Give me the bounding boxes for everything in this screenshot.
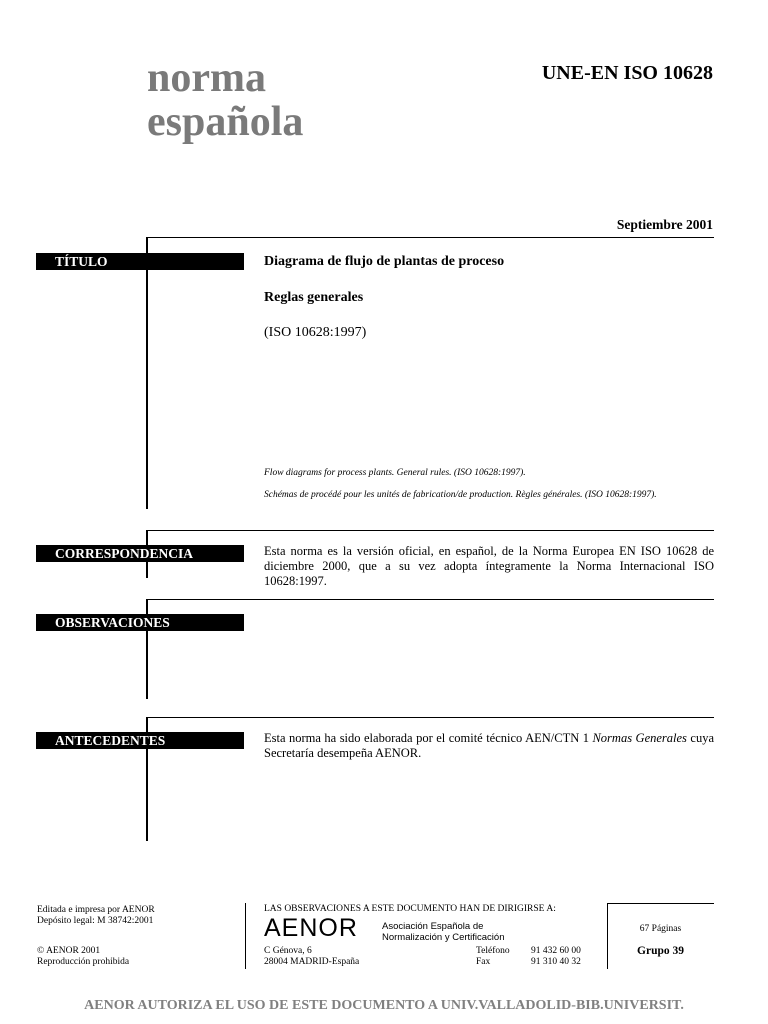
- footer-contact-labels: [476, 946, 510, 968]
- fax-label: Fax: [476, 957, 491, 967]
- aenor-association: [382, 921, 504, 943]
- footer-copyright-line: © AENOR 2001: [37, 946, 101, 956]
- license-banner: AENOR AUTORIZA EL USO DE ESTE DOCUMENTO A UNIV.VALLADOLID-BIB.UNIVERSIT.: [84, 998, 684, 1013]
- footer-contact-values: [531, 946, 581, 968]
- iso-reference: (ISO 10628:1997): [264, 325, 367, 340]
- address-city: 28004 MADRID-España: [264, 957, 360, 967]
- association-line-1: Asociación Española de: [382, 921, 484, 932]
- address-street: C Génova, 6: [264, 946, 312, 956]
- footer-box-top: [607, 903, 714, 904]
- standard-code: UNE-EN ISO 10628: [541, 62, 713, 84]
- antecedentes-text-start: Esta norma ha sido elaborada por el comité técnico AEN/CTN 1: [264, 731, 593, 745]
- section-divider-observaciones: [146, 599, 714, 600]
- aenor-logo: AENOR: [264, 914, 358, 942]
- document-title: Diagrama de flujo de plantas de proceso: [264, 254, 505, 269]
- page-count: 67 Páginas: [639, 924, 682, 934]
- footer-divider-right: [607, 903, 608, 969]
- title-french: Schémas de procédé pour les unités de fabrication/de production. Règles générales. (ISO 10628:1997).: [264, 490, 657, 500]
- antecedentes-text-end: cuya Secretaría desempeña AENOR.: [264, 731, 714, 760]
- fax-number: 91 310 40 32: [531, 957, 581, 967]
- footer-reproduction: Reproducción prohibida: [37, 957, 130, 967]
- association-line-2: Normalización y Certificación: [382, 932, 505, 943]
- title-english: Flow diagrams for process plants. General rules. (ISO 10628:1997).: [264, 468, 526, 478]
- footer-legal-deposit: Depósito legal: M 38742:2001: [37, 916, 154, 926]
- document-subtitle: Reglas generales: [264, 290, 364, 305]
- brand-line-2: española: [147, 99, 304, 145]
- section-vline-titulo: [146, 237, 148, 509]
- brand-line-1: norma: [147, 55, 266, 101]
- phone-number: 91 432 60 00: [531, 946, 581, 956]
- footer-edited-by: Editada e impresa por AENOR: [37, 905, 155, 915]
- publication-date: Septiembre 2001: [616, 217, 713, 232]
- footer-notice: LAS OBSERVACIONES A ESTE DOCUMENTO HAN DE DIRIGIRSE A:: [264, 904, 556, 914]
- section-divider-correspondencia: [146, 530, 714, 531]
- section-label-observaciones: OBSERVACIONES: [36, 614, 244, 631]
- price-group: Grupo 39: [637, 945, 684, 957]
- section-label-titulo: TÍTULO: [36, 253, 244, 270]
- footer-divider-left: [245, 903, 246, 969]
- footer-address: [264, 946, 359, 968]
- antecedentes-text: [264, 731, 714, 761]
- section-label-antecedentes: ANTECEDENTES: [36, 732, 244, 749]
- section-divider-titulo: [146, 237, 714, 238]
- footer-copyright: [37, 946, 129, 968]
- brand-title: [147, 56, 303, 144]
- correspondencia-text: Esta norma es la versión oficial, en español, de la Norma Europea EN ISO 10628 de diciembre 2000, que a su vez adopta íntegramente la Norma Internacional ISO 10628:1997.: [264, 544, 714, 588]
- footer-publisher: [37, 905, 155, 927]
- committee-name: Normas Generales: [592, 731, 687, 745]
- section-label-correspondencia: CORRESPONDENCIA: [36, 545, 244, 562]
- phone-label: Teléfono: [476, 946, 510, 956]
- section-divider-antecedentes: [146, 717, 714, 718]
